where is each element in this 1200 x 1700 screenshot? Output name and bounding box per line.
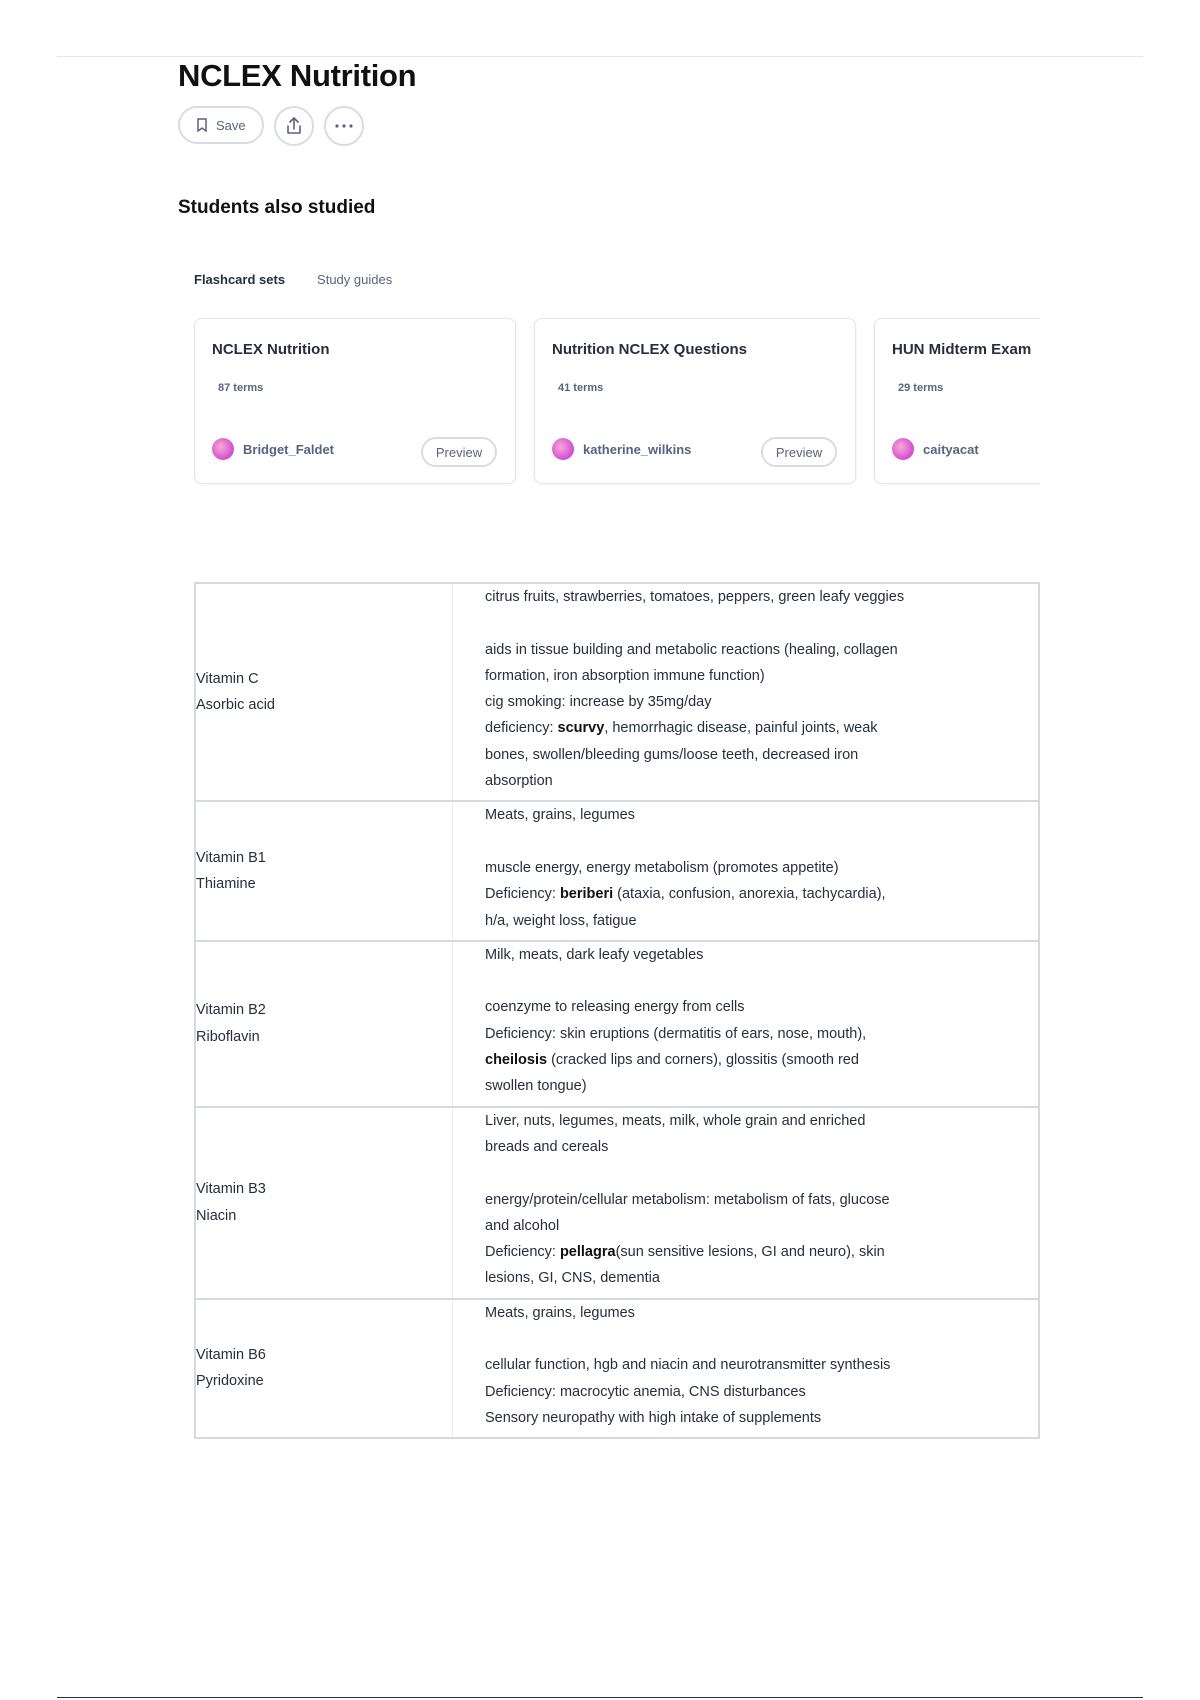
action-bar	[178, 106, 364, 146]
study-set-card[interactable]	[194, 318, 516, 484]
definition-line: energy/protein/cellular metabolism: metabolism of fats, glucose	[485, 1191, 890, 1208]
definition-line: Milk, meats, dark leafy vegetables	[485, 946, 704, 963]
definition-line: muscle energy, energy metabolism (promotes appetite)	[485, 859, 839, 876]
card-username: caityacat	[923, 441, 979, 457]
definition-line: Deficiency: pellagra(sun sensitive lesions, GI and neuro), skin	[485, 1244, 885, 1261]
definition-line: formation, iron absorption immune function)	[485, 667, 765, 684]
tab-study-guides[interactable]: Study guides	[317, 272, 393, 287]
term-alt-name: Thiamine	[196, 876, 256, 893]
term-alt-name: Riboflavin	[196, 1028, 260, 1045]
table-row	[195, 941, 1039, 1107]
more-icon	[335, 124, 353, 128]
avatar	[212, 438, 234, 460]
table-row	[195, 1299, 1039, 1438]
bookmark-icon	[196, 118, 208, 132]
definition-line: absorption	[485, 773, 553, 790]
page-title: NCLEX Nutrition	[178, 58, 417, 93]
save-button-label: Save	[216, 117, 246, 133]
term-cell	[195, 801, 453, 940]
term-alt-name: Asorbic acid	[196, 697, 275, 714]
cards-carousel	[194, 318, 1040, 486]
study-set-card[interactable]	[534, 318, 856, 484]
definition-line: Deficiency: beriberi (ataxia, confusion, anorexia, tachycardia),	[485, 886, 886, 903]
term-cell	[195, 1299, 453, 1438]
term-cell	[195, 1107, 453, 1299]
definition-line: cellular function, hgb and niacin and neurotransmitter synthesis	[485, 1357, 891, 1374]
term-name: Vitamin B2	[196, 1002, 266, 1019]
definition-line: Deficiency: macrocytic anemia, CNS disturbances	[485, 1383, 806, 1400]
term-alt-name: Pyridoxine	[196, 1373, 264, 1390]
term-name: Vitamin B1	[196, 849, 266, 866]
table-row	[195, 583, 1039, 801]
definition-line: cheilosis (cracked lips and corners), glossitis (smooth red	[485, 1052, 859, 1069]
definition-line: swollen tongue)	[485, 1078, 587, 1095]
definition-line: breads and cereals	[485, 1138, 609, 1155]
card-username: katherine_wilkins	[583, 441, 692, 457]
term-name: Vitamin C	[196, 670, 259, 687]
definition-line: Meats, grains, legumes	[485, 807, 635, 824]
term-name: Vitamin B3	[196, 1181, 266, 1198]
term-cell	[195, 941, 453, 1107]
definition-line: bones, swollen/bleeding gums/loose teeth, decreased iron	[485, 746, 859, 763]
bottom-divider	[57, 1697, 1143, 1698]
card-user[interactable]	[892, 438, 979, 460]
term-alt-name: Niacin	[196, 1207, 237, 1224]
study-tabs	[194, 272, 392, 287]
condition-name: scurvy	[557, 720, 605, 737]
definition-line: citrus fruits, strawberries, tomatoes, peppers, green leafy veggies	[485, 589, 905, 605]
study-set-card[interactable]	[874, 318, 1040, 484]
term-name: Vitamin B6	[196, 1346, 266, 1363]
tab-flashcard-sets[interactable]: Flashcard sets	[194, 272, 286, 287]
avatar	[892, 438, 914, 460]
terms-table	[194, 582, 1040, 1439]
card-title: NCLEX Nutrition	[212, 341, 330, 358]
card-title: Nutrition NCLEX Questions	[552, 341, 747, 358]
avatar	[552, 438, 574, 460]
share-button[interactable]	[274, 106, 314, 146]
definition-line: Deficiency: skin eruptions (dermatitis of ears, nose, mouth),	[485, 1025, 867, 1042]
definition-line: cig smoking: increase by 35mg/day	[485, 694, 712, 711]
definition-cell	[453, 583, 1040, 801]
condition-name: cheilosis	[485, 1052, 548, 1069]
definition-line: aids in tissue building and metabolic reactions (healing, collagen	[485, 641, 898, 658]
more-options-button[interactable]	[324, 106, 364, 146]
definition-cell	[453, 801, 1040, 940]
definition-line: deficiency: scurvy, hemorrhagic disease, painful joints, weak	[485, 720, 878, 737]
definition-line: and alcohol	[485, 1217, 560, 1234]
preview-button[interactable]: Preview	[761, 437, 837, 467]
card-user[interactable]	[552, 438, 691, 460]
condition-name: beriberi	[559, 886, 614, 903]
definition-line: coenzyme to releasing energy from cells	[485, 999, 745, 1016]
definition-line: Liver, nuts, legumes, meats, milk, whole grain and enriched	[485, 1112, 866, 1129]
table-row	[195, 1107, 1039, 1299]
card-terms: 87 terms	[218, 382, 264, 394]
card-user[interactable]	[212, 438, 334, 460]
save-button[interactable]	[178, 106, 264, 144]
card-terms: 41 terms	[558, 382, 604, 394]
definition-line: h/a, weight loss, fatigue	[485, 912, 637, 929]
condition-name: pellagra	[559, 1244, 616, 1261]
card-title: HUN Midterm Exam	[892, 341, 1032, 358]
card-username: Bridget_Faldet	[243, 441, 335, 457]
section-title: Students also studied	[178, 197, 376, 218]
preview-button[interactable]: Preview	[421, 437, 497, 467]
definition-cell	[453, 1299, 1040, 1438]
share-icon	[285, 116, 303, 136]
definition-cell	[453, 1107, 1040, 1299]
definition-cell	[453, 941, 1040, 1107]
definition-line: Sensory neuropathy with high intake of supplements	[485, 1409, 822, 1426]
definition-line: lesions, GI, CNS, dementia	[485, 1270, 660, 1287]
table-row	[195, 801, 1039, 940]
top-divider	[57, 56, 1143, 57]
definition-line: Meats, grains, legumes	[485, 1304, 635, 1321]
term-cell	[195, 583, 453, 801]
card-terms: 29 terms	[898, 382, 944, 394]
